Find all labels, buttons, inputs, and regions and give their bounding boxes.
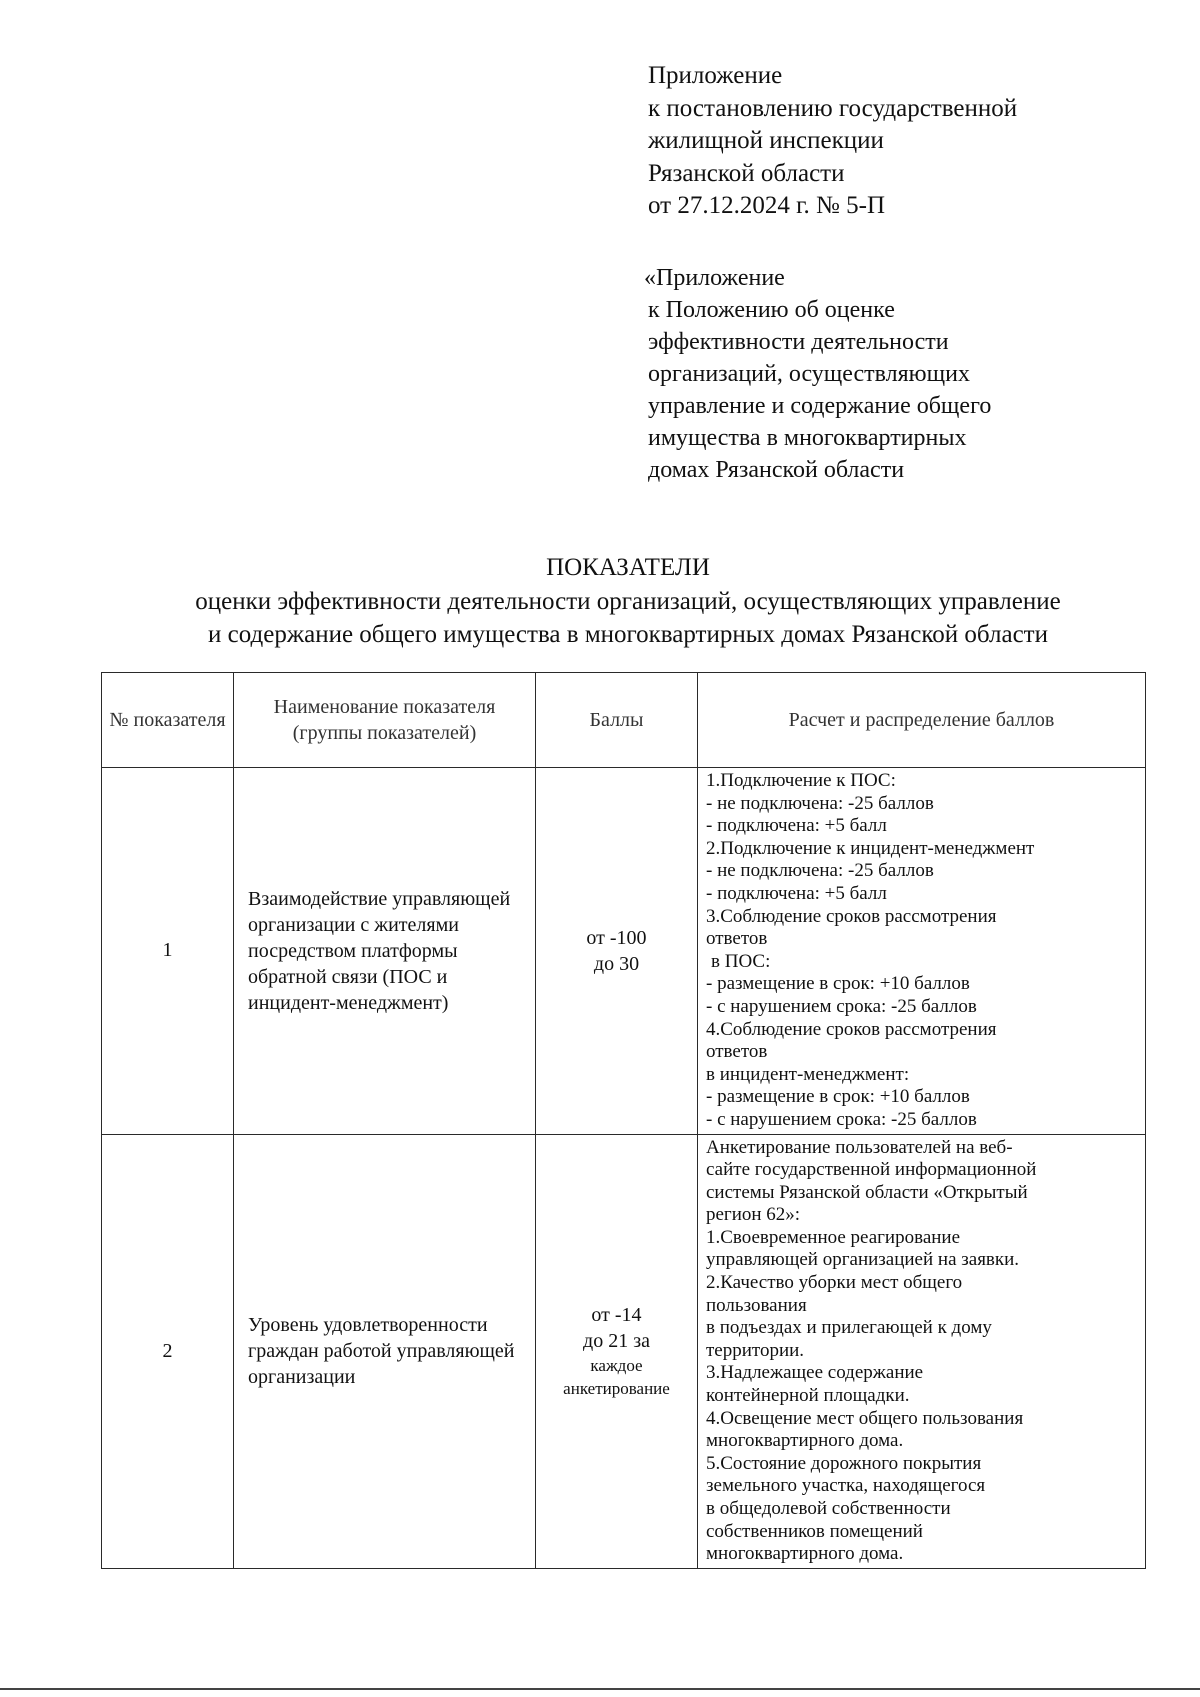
calc-line: регион 62»: xyxy=(706,1204,801,1226)
annex-line: эффективности деятельности xyxy=(648,329,949,355)
calc-line: 2.Подключение к инцидент-менеджмент xyxy=(706,837,1035,859)
score-line: каждое xyxy=(590,1356,643,1376)
indicators-table xyxy=(101,672,1146,1569)
score-line: от -14 xyxy=(591,1304,642,1327)
calc-line: многоквартирного дома. xyxy=(706,1430,904,1452)
document-subtitle-line1: оценки эффективности деятельности организаций, осуществляющих управление xyxy=(195,588,1061,615)
calc-line: 4.Соблюдение сроков рассмотрения xyxy=(706,1018,997,1040)
calc-line: сайте государственной информационной xyxy=(706,1159,1037,1181)
row-name: Взаимодействие управляющей организации с жителями посредством платформы обратной связи (ПОС и инцидент-менеджмент) xyxy=(234,768,536,1135)
row-score xyxy=(536,768,698,1135)
calc-line: - размещение в срок: +10 баллов xyxy=(706,1086,970,1108)
document-heading xyxy=(80,551,1176,651)
calc-line: контейнерной площадки. xyxy=(706,1385,910,1407)
calc-line: - размещение в срок: +10 баллов xyxy=(706,973,970,995)
calc-line: 3.Надлежащее содержание xyxy=(706,1362,924,1384)
calc-line: - с нарушением срока: -25 баллов xyxy=(706,995,977,1017)
annex-line: «Приложение xyxy=(644,265,785,291)
calc-line: - с нарушением срока: -25 баллов xyxy=(706,1108,977,1130)
score-line: от -100 xyxy=(586,926,647,949)
appendix-line: жилищной инспекции xyxy=(648,127,884,154)
row-name: Уровень удовлетворенности граждан работой управляющей организации xyxy=(234,1134,536,1568)
calc-line: территории. xyxy=(706,1339,805,1361)
calc-line: управляющей организацией на заявки. xyxy=(706,1249,1020,1271)
appendix-line: Рязанской области xyxy=(648,159,845,187)
calc-line: в ПОС: xyxy=(711,950,771,972)
calc-line: пользования xyxy=(706,1294,807,1316)
row-number: 1 xyxy=(102,768,234,1135)
score-line: до 30 xyxy=(593,952,640,975)
calc-line: в подъездах и прилегающей к дому xyxy=(706,1317,992,1339)
header-score: Баллы xyxy=(536,673,698,768)
appendix-line: от 27.12.2024 г. № 5-П xyxy=(648,192,886,219)
calc-line: 1.Подключение к ПОС: xyxy=(706,770,896,791)
calc-line: 5.Состояние дорожного покрытия xyxy=(706,1452,982,1474)
calc-line: системы Рязанской области «Открытый xyxy=(706,1181,1028,1203)
appendix-line: к постановлению государственной xyxy=(648,94,1018,122)
calc-line: Анкетирование пользователей на веб- xyxy=(706,1136,1013,1158)
annex-line: управление и содержание общего xyxy=(648,393,992,419)
document-subtitle-line2: и содержание общего имущества в многоквартирных домах Рязанской области xyxy=(208,621,1048,648)
calc-line: - не подключена: -25 баллов xyxy=(706,792,934,814)
header-number: № показателя xyxy=(102,673,234,768)
calc-line: ответов xyxy=(706,1041,768,1063)
table-header-row xyxy=(102,673,1146,768)
calc-line: - не подключена: -25 баллов xyxy=(706,860,934,882)
appendix-header xyxy=(648,60,1017,223)
table-row xyxy=(102,768,1146,1135)
calc-line: - подключена: +5 балл xyxy=(706,882,887,904)
calc-line: в инцидент-менеджмент: xyxy=(706,1063,910,1085)
page-bottom-rule xyxy=(0,1688,1200,1690)
annex-header xyxy=(644,262,991,486)
calc-line: 4.Освещение мест общего пользования xyxy=(706,1407,1024,1429)
annex-line: к Положению об оценке xyxy=(648,297,895,323)
header-calc: Расчет и распределение баллов xyxy=(698,673,1146,768)
calc-line: 1.Своевременное реагирование xyxy=(706,1226,961,1248)
row-number: 2 xyxy=(102,1134,234,1568)
calc-line: земельного участка, находящегося xyxy=(706,1475,986,1497)
appendix-line: Приложение xyxy=(648,62,783,89)
row-calc xyxy=(698,768,1146,1135)
calc-line: ответов xyxy=(706,928,768,950)
annex-line: организаций, осуществляющих xyxy=(648,361,970,387)
calc-line: собственников помещений xyxy=(706,1520,923,1542)
calc-line: - подключена: +5 балл xyxy=(706,815,887,837)
annex-line: домах Рязанской области xyxy=(648,457,905,483)
calc-line: многоквартирного дома. xyxy=(706,1543,904,1565)
annex-line: имущества в многоквартирных xyxy=(648,425,967,451)
calc-line: 2.Качество уборки мест общего xyxy=(706,1272,963,1294)
table-row xyxy=(102,1134,1146,1568)
header-name: Наименование показателя (группы показателей) xyxy=(234,673,536,768)
document-title: ПОКАЗАТЕЛИ xyxy=(546,554,710,581)
row-calc xyxy=(698,1134,1146,1568)
calc-line: в общедолевой собственности xyxy=(706,1498,951,1519)
score-line: до 21 за xyxy=(583,1330,650,1353)
row-score xyxy=(536,1134,698,1568)
score-line: анкетирование xyxy=(563,1379,670,1399)
calc-line: 3.Соблюдение сроков рассмотрения xyxy=(706,905,997,927)
